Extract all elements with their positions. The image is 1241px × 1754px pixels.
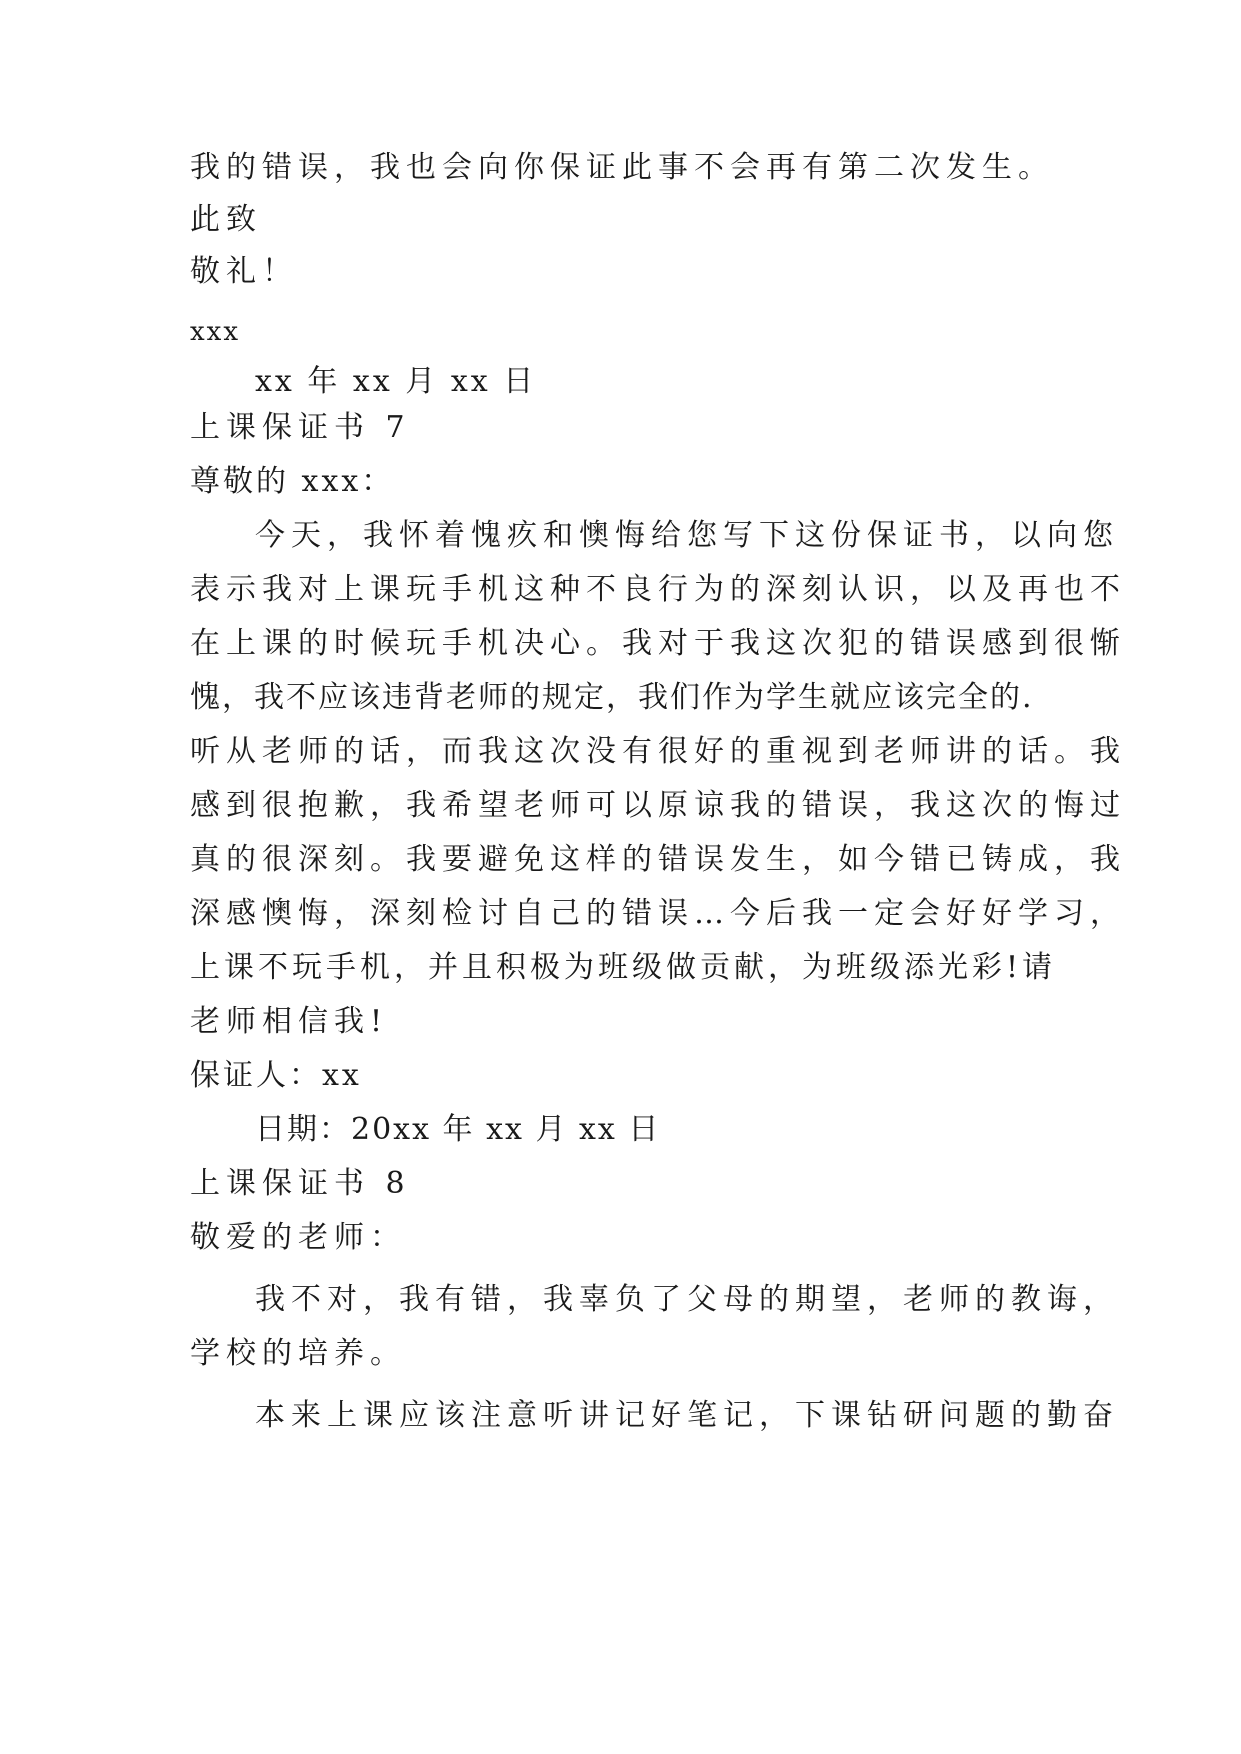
greeting-8: 敬爱的老师：	[190, 1220, 406, 1255]
closing-line: 我的错误，我也会向你保证此事不会再有第二次发生。	[190, 150, 1054, 185]
body-line: 听从老师的话，而我这次没有很好的重视到老师讲的话。我	[190, 734, 1126, 769]
body-line: 在上课的时候玩手机决心。我对于我这次犯的错误感到很惭	[190, 626, 1126, 661]
body-line: 上课不玩手机，并且积极为班级做贡献，为班级添光彩!请	[190, 950, 1057, 985]
body-line: 真的很深刻。我要避免这样的错误发生，如今错已铸成，我	[190, 842, 1126, 877]
body-line: 本来上课应该注意听讲记好笔记，下课钻研问题的勤奋	[255, 1398, 1119, 1433]
body-line: 表示我对上课玩手机这种不良行为的深刻认识，以及再也不	[190, 572, 1126, 607]
section-title-7: 上课保证书 7	[190, 410, 411, 445]
body-line: 学校的培养。	[190, 1336, 406, 1371]
guarantor-line: 保证人：xx	[190, 1058, 362, 1093]
date-line: xx 年 xx 月 xx 日	[255, 364, 537, 399]
greeting-7: 尊敬的 xxx：	[190, 464, 395, 499]
body-line: 今天，我怀着愧疚和懊悔给您写下这份保证书，以向您	[255, 518, 1119, 553]
body-line: 感到很抱歉，我希望老师可以原谅我的错误，我这次的悔过	[190, 788, 1126, 823]
signature: xxx	[190, 317, 240, 347]
body-line: 我不对，我有错，我辜负了父母的期望，老师的教诲，	[255, 1282, 1119, 1317]
section-title-8: 上课保证书 8	[190, 1166, 411, 1201]
body-line: 愧，我不应该违背老师的规定，我们作为学生就应该完全的.	[190, 680, 1034, 715]
salutation-cizhi: 此致	[190, 202, 262, 237]
date-line-7: 日期：20xx 年 xx 月 xx 日	[255, 1112, 661, 1147]
body-line: 深感懊悔，深刻检讨自己的错误…今后我一定会好好学习，	[190, 896, 1126, 931]
body-line: 老师相信我!	[190, 1004, 389, 1039]
salutation-jingli: 敬礼！	[190, 254, 298, 289]
